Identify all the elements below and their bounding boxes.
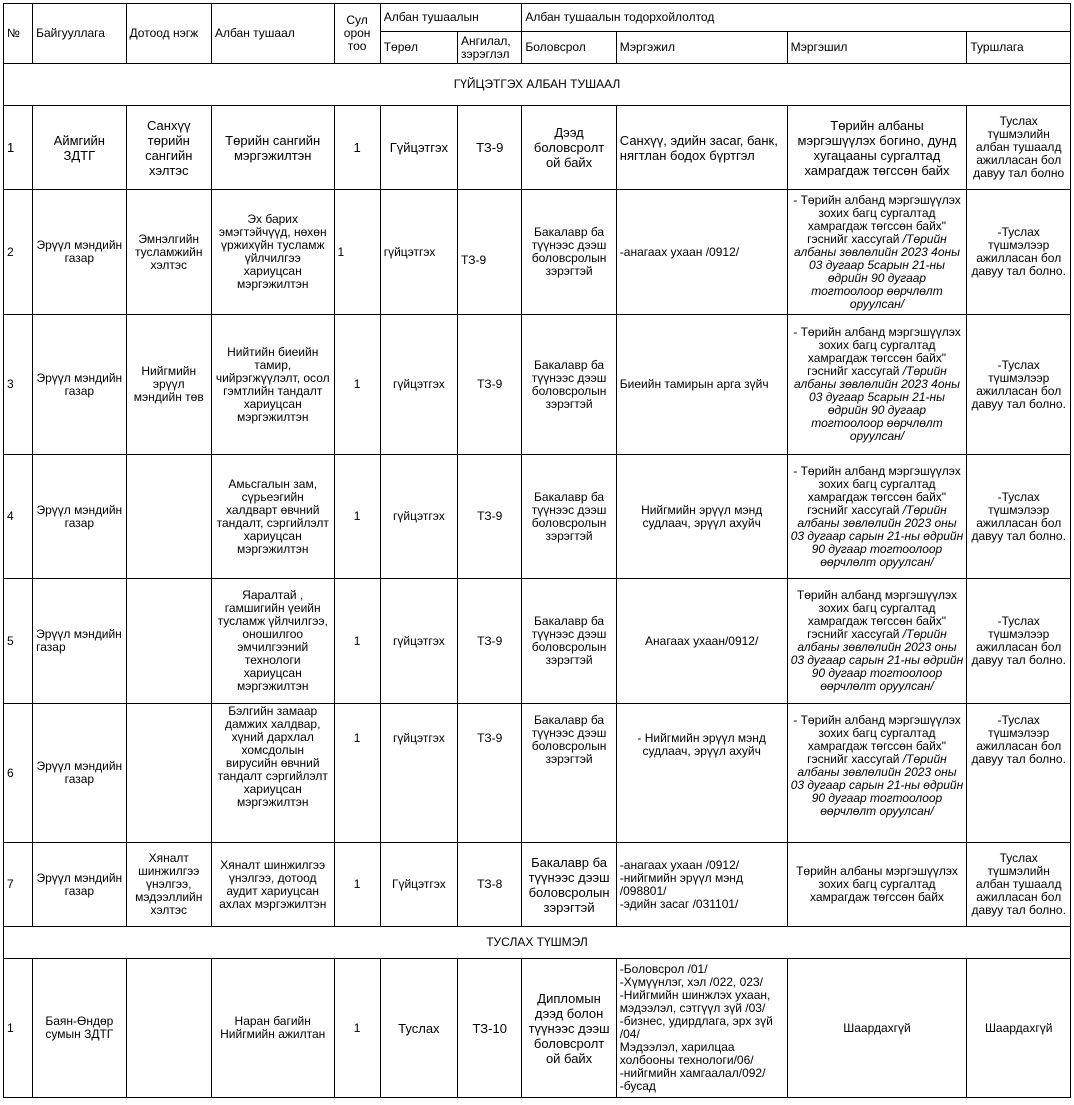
cell-rank: ТЗ-9	[458, 579, 522, 704]
cell-org: Эрүүл мэндийн газар	[33, 190, 126, 315]
cell-skill: Төрийн албаны мэргэшүүлэх зохих багц сургалтад хамрагдаж төгссөн байх	[787, 843, 967, 927]
profession-line: -анагаах ухаан /0912/	[619, 857, 740, 872]
cell-profession: Анагаах ухаан/0912/	[616, 579, 787, 704]
vacancy-table	[3, 3, 1071, 1098]
cell-position: Яаралтай , гамшигийн үеийн тусламж үйлчилгээ, оношилгоо эмчилгээний технологи хариуцсан мэргэжилтэн	[211, 579, 334, 704]
cell-position: Эх барих эмэгтэйчүүд, нөхөн үржихүйн тусламж үйлчилгээ хариуцсан мэргэжилтэн	[211, 190, 334, 315]
cell-type: гүйцэтгэх	[380, 190, 457, 315]
profession-line: -бизнес, удирдлага, эрх зүй /04/	[619, 1014, 773, 1041]
cell-position: Нийтийн биеийн тамир, чийрэгжүүлэлт, осол гэмтлийн тандалт хариуцсан мэргэжилтэн	[211, 315, 334, 455]
cell-org: Эрүүл мэндийн газар	[33, 455, 126, 579]
header-skill: Мэргэшил	[787, 32, 967, 64]
cell-type: гүйцэтгэх	[380, 704, 457, 843]
cell-profession: Нийгмийн эрүүл мэнд судлаач, эрүүл ахуйч	[616, 455, 787, 579]
cell-experience: -Туслах түшмэлээр ажилласан бол давуу тал болно.	[967, 455, 1071, 579]
cell-rank: ТЗ-9	[458, 106, 522, 190]
header-group-requirements: Албан тушаалын тодорхойлолтод	[522, 4, 1071, 32]
cell-profession: - Нийгмийн эрүүл мэнд судлаач, эрүүл ахуйч	[616, 704, 787, 843]
table-row	[4, 106, 1071, 190]
cell-skill: Шаардахгүй	[787, 959, 967, 1098]
cell-education: Бакалавр ба түүнээс дээш боловсролын зэрэгтэй	[522, 190, 616, 315]
cell-no: 3	[4, 315, 33, 455]
table-row	[4, 843, 1071, 927]
cell-position: Амьсгалын зам, сүрьеэгийн халдварт өвчний тандалт, сэргийлэлт хариуцсан мэргэжилтэн	[211, 455, 334, 579]
cell-education: Дээд боловсролт ой байх	[522, 106, 616, 190]
cell-profession: Санхүү, эдийн засаг, банк, нягтлан бодох бүртгэл	[616, 106, 787, 190]
cell-unit: Эмнэлгийн тусламжийн хэлтэс	[126, 190, 211, 315]
cell-education: Дипломын дээд болон түүнээс дээш боловсролт ой байх	[522, 959, 616, 1098]
vacancy-table-container	[3, 3, 1071, 1098]
skill-text: - Төрийн албанд мэргэшүүлэх зохих багц сургалтад хамрагдаж төгссөн байх" гэснийг хассугай	[793, 325, 961, 378]
cell-education: Бакалавр ба түүнээс дээш боловсролын зэрэгтэй	[522, 315, 616, 455]
cell-no: 4	[4, 455, 33, 579]
skill-note: /Төрийн албаны зөвлөлийн 2023 4оны 03 дугаар 5сарын 21-ны өдрийн 90 дугаар тогтоолоор өөрчлөлт оруулсан/	[794, 231, 960, 311]
cell-rank: ТЗ-9	[458, 315, 522, 455]
cell-experience: Шаардахгүй	[967, 959, 1071, 1098]
cell-type: Гүйцэтгэх	[380, 106, 457, 190]
cell-experience: Туслах түшмэлийн албан тушаалд ажилласан бол давуу тал болно.	[967, 843, 1071, 927]
cell-vacancies: 1	[334, 704, 380, 843]
cell-vacancies: 1	[334, 455, 380, 579]
table-row	[4, 959, 1071, 1098]
cell-profession	[616, 843, 787, 927]
table-row	[4, 315, 1071, 455]
cell-experience: -Туслах түшмэлээр ажилласан бол давуу тал болно.	[967, 315, 1071, 455]
cell-vacancies: 1	[334, 959, 380, 1098]
skill-text: - Төрийн албанд мэргэшүүлэх зохих багц сургалтад хамрагдаж төгссөн байх" гэснийг хассугай	[793, 463, 961, 517]
header-row-1	[4, 4, 1071, 32]
cell-no: 1	[4, 959, 33, 1098]
cell-vacancies: 1	[334, 315, 380, 455]
profession-line: -Боловсрол /01/	[619, 962, 708, 976]
cell-position: Наран багийн Нийгмийн ажилтан	[211, 959, 334, 1098]
cell-no: 1	[4, 106, 33, 190]
cell-education: Бакалавр ба түүнээс дээш боловсролын зэрэгтэй	[522, 455, 616, 579]
skill-text: Төрийн албанд мэргэшүүлэх зохих багц сургалтад хамрагдаж төгссөн байх" гэснийг хассугай	[796, 588, 958, 641]
cell-experience: Туслах түшмэлийн албан тушаалд ажилласан бол давуу тал болно	[967, 106, 1071, 190]
cell-type: гүйцэтгэх	[380, 579, 457, 704]
header-position: Албан тушаал	[211, 4, 334, 64]
cell-org: Аймгийн ЗДТГ	[33, 106, 126, 190]
cell-vacancies: 1	[334, 190, 380, 315]
cell-type: Туслах	[380, 959, 457, 1098]
cell-vacancies: 1	[334, 106, 380, 190]
cell-skill	[787, 455, 967, 579]
cell-org: Баян-Өндөр сумын ЗДТГ	[33, 959, 126, 1098]
cell-org: Эрүүл мэндийн газар	[33, 315, 126, 455]
cell-type: Гүйцэтгэх	[380, 843, 457, 927]
cell-position: Хяналт шинжилгээ үнэлгээ, дотоод аудит хариуцсан ахлах мэргэжилтэн	[211, 843, 334, 927]
profession-line: -бусад	[619, 1079, 656, 1093]
cell-experience: -Туслах түшмэлээр ажилласан бол давуу тал болно.	[967, 190, 1071, 315]
header-group-position: Албан тушаалын	[380, 4, 522, 32]
cell-rank: ТЗ-10	[458, 959, 522, 1098]
table-row	[4, 704, 1071, 843]
cell-skill	[787, 704, 967, 843]
cell-skill	[787, 190, 967, 315]
cell-unit: Санхүү төрийн сангийн хэлтэс	[126, 106, 211, 190]
section-title-executive: ГҮЙЦЭТГЭХ АЛБАН ТУШААЛ	[4, 64, 1071, 106]
cell-org: Эрүүл мэндийн газар	[33, 704, 126, 843]
profession-line: Мэдээлэл, харилцаа холбооны технологи/06/	[619, 1040, 754, 1067]
cell-profession: Биеийн тамирын арга зүйч	[616, 315, 787, 455]
skill-text: - Төрийн албанд мэргэшүүлэх зохих багц сургалтад хамрагдаж төгссөн байх" гэснийг хассугай	[793, 192, 961, 246]
cell-unit: Нийгмийн эрүүл мэндийн төв	[126, 315, 211, 455]
cell-org: Эрүүл мэндийн газар	[33, 843, 126, 927]
cell-no: 5	[4, 579, 33, 704]
cell-vacancies: 1	[334, 843, 380, 927]
cell-rank: ТЗ-9	[458, 704, 522, 843]
cell-org: Эрүүл мэндийн газар	[33, 579, 126, 704]
section-title-support: ТУСЛАХ ТҮШМЭЛ	[4, 927, 1071, 959]
cell-unit	[126, 704, 211, 843]
cell-position: Бэлгийн замаар дамжих халдвар, хүний дархлал хомсдолын вирусийн өвчний тандалт сэргийлэлт хариуцсан мэргэжилтэн	[211, 704, 334, 843]
skill-note: /Төрийн албаны зөвлөлийн 2023 оны 03 дугаар сарын 21-ны өдрийн 90 дугаар тогтоолоор өөрчлөлт оруулсан/	[790, 627, 964, 693]
cell-no: 2	[4, 190, 33, 315]
header-type: Төрөл	[380, 32, 457, 64]
cell-profession	[616, 959, 787, 1098]
table-row	[4, 579, 1071, 704]
header-no: №	[4, 4, 33, 64]
section-row-executive	[4, 64, 1071, 106]
header-org: Байгууллага	[33, 4, 126, 64]
profession-line: -эдийн засаг /031101/	[619, 896, 739, 911]
skill-note: /Төрийн албаны зөвлөлийн 2023 4оны 03 дугаар 5сарын 21-ны өдрийн 90 дугаар тогтоолоор өөрчлөлт оруулсан/	[794, 364, 960, 443]
cell-rank: ТЗ-9	[458, 455, 522, 579]
cell-education: Бакалавр ба түүнээс дээш боловсролын зэрэгтэй	[522, 579, 616, 704]
header-unit: Дотоод нэгж	[126, 4, 211, 64]
table-row	[4, 190, 1071, 315]
header-profession: Мэргэжил	[616, 32, 787, 64]
skill-text: - Төрийн албанд мэргэшүүлэх зохих багц сургалтад хамрагдаж төгссөн байх" гэснийг хассугай	[793, 713, 961, 766]
header-vacancies: Сул орон тоо	[334, 4, 380, 64]
table-row	[4, 455, 1071, 579]
profession-line: -Хүмүүнлэг, хэл /022, 023/	[619, 975, 763, 989]
header-experience: Туршлага	[967, 32, 1071, 64]
cell-no: 7	[4, 843, 33, 927]
cell-position: Төрийн сангийн мэргэжилтэн	[211, 106, 334, 190]
cell-education: Бакалавр ба түүнээс дээш боловсролын зэрэгтэй	[522, 704, 616, 843]
cell-experience: -Туслах түшмэлээр ажилласан бол давуу тал болно.	[967, 579, 1071, 704]
header-education: Боловсрол	[522, 32, 616, 64]
profession-line: -Нийгмийн шинжлэх ухаан, мэдээлэл, сэтгүүл зүй /03/	[619, 988, 771, 1015]
cell-no: 6	[4, 704, 33, 843]
cell-unit: Хяналт шинжилгээ үнэлгээ, мэдээллийн хэлтэс	[126, 843, 211, 927]
header-rank: Ангилал, зэрэглэл	[458, 32, 522, 64]
profession-line: -нийгмийн эрүүл мэнд /098801/	[619, 870, 743, 898]
skill-note: /Төрийн албаны зөвлөлийн 2023 оны 03 дугаар сарын 21-ны өдрийн 90 дугаар тогтоолоор өөрчлөлт оруулсан/	[790, 502, 964, 569]
cell-vacancies: 1	[334, 579, 380, 704]
cell-type: гүйцэтгэх	[380, 455, 457, 579]
profession-line: -нийгмийн хамгаалал/092/	[619, 1066, 766, 1080]
cell-unit	[126, 455, 211, 579]
cell-rank: ТЗ-8	[458, 843, 522, 927]
cell-skill: Төрийн албаны мэргэшүүлэх богино, дунд хугацааны сургалтад хамрагдаж төгссөн байх	[787, 106, 967, 190]
cell-skill	[787, 315, 967, 455]
cell-education: Бакалавр ба түүнээс дээш боловсролын зэрэгтэй	[522, 843, 616, 927]
cell-unit	[126, 579, 211, 704]
cell-profession: -анагаах ухаан /0912/	[616, 190, 787, 315]
cell-type: гүйцэтгэх	[380, 315, 457, 455]
cell-skill	[787, 579, 967, 704]
cell-unit	[126, 959, 211, 1098]
cell-experience: -Туслах түшмэлээр ажилласан бол давуу тал болно.	[967, 704, 1071, 843]
skill-note: /Төрийн албаны зөвлөлийн 2023 оны 03 дугаар сарын 21-ны өдрийн 90 дугаар тогтоолоор өөрчлөлт оруулсан/	[790, 752, 964, 818]
section-row-support	[4, 927, 1071, 959]
cell-rank: ТЗ-9	[458, 190, 522, 315]
